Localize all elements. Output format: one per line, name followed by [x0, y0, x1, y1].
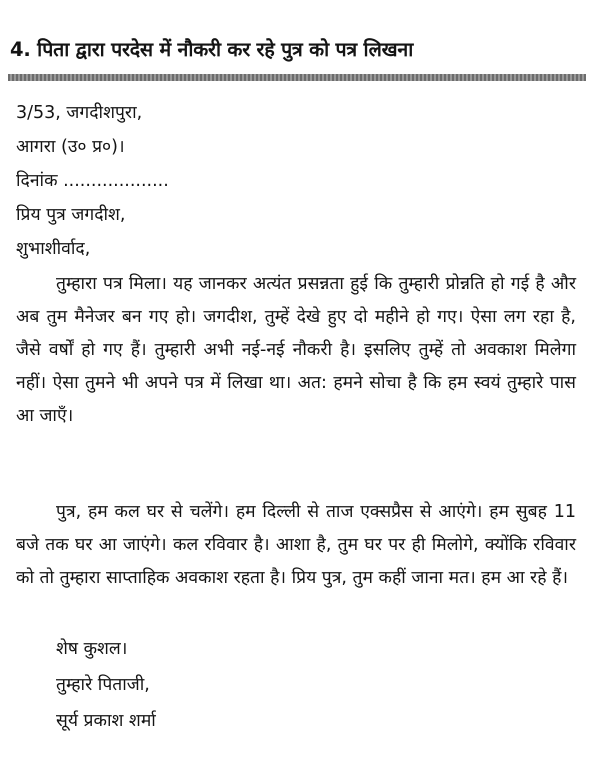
closing-wishes: शेष कुशल। — [56, 639, 128, 659]
address-line-1: 3/53, जगदीशपुरा, — [16, 103, 143, 123]
salutation: प्रिय पुत्र जगदीश, — [16, 205, 126, 225]
closing-relation: तुम्हारे पिताजी, — [56, 675, 150, 695]
date-line: दिनांक ................... — [16, 171, 169, 191]
page-title: 4. पिता द्वारा परदेस में नौकरी कर रहे पुत्र को पत्र लिखना — [10, 38, 414, 61]
greeting: शुभाशीर्वाद, — [16, 239, 91, 259]
address-line-2: आगरा (उ० प्र०)। — [16, 137, 125, 157]
signature-name: सूर्य प्रकाश शर्मा — [56, 711, 156, 731]
body-paragraph-2: पुत्र, हम कल घर से चलेंगे। हम दिल्ली से ताज एक्सप्रैस से आएंगे। हम सुबह 11 बजे तक घर आ जाएंगे। कल रविवार है। आशा है, तुम घर पर ही मिलोगे, क्योंकि रविवार को तो तुम्हारा साप्ताहिक अवकाश रहता है। प्रिय पुत्र, तुम कहीं जाना मत। हम आ रहे हैं। — [16, 502, 576, 588]
body-paragraph-1: तुम्हारा पत्र मिला। यह जानकर अत्यंत प्रसन्नता हुई कि तुम्हारी प्रोन्नति हो गई है और अब तुम मैनेजर बन गए हो। जगदीश, तुम्हें देखे हुए दो महीने हो गए। ऐसा लग रहा है, जैसे वर्षों हो गए हैं। तुम्हारी अभी नई-नई नौकरी है। इसलिए तुम्हें तो अवकाश मिलेगा नहीं। ऐसा तुमने भी अपने पत्र में लिखा था। अत: हमने सोचा है कि हम स्वयं तुम्हारे पास आ जाएँ। — [16, 274, 576, 426]
title-underline — [8, 74, 586, 81]
